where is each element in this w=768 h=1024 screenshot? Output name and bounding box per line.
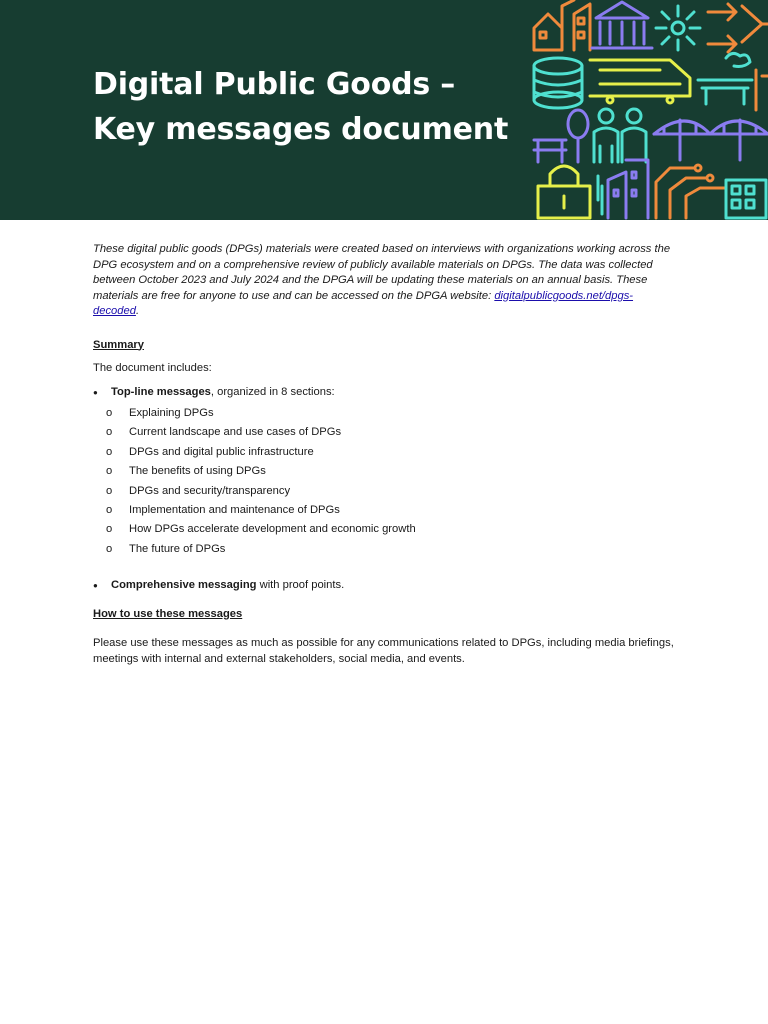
tree-icon	[568, 110, 588, 162]
list-item	[93, 578, 678, 594]
bullet-1-rest: , organized in 8 sections:	[210, 385, 335, 398]
sections-list	[111, 404, 678, 559]
list-item: o The benefits of using DPGs	[111, 462, 678, 481]
header-banner	[0, 0, 768, 220]
list-item: o Explaining DPGs	[111, 404, 678, 423]
intro-text: These digital public goods (DPGs) materials were created based on interviews with organizations working across the DPG ecosystem and on a comprehensive review of publicly available materials on DPGs. The data was collected between October 2023 and July 2024 and the DPGA will be updating these materials on an annual basis. These materials are free for anyone to use and can be accessed on the DPGA website:	[93, 243, 671, 302]
usage-heading: How to use these messages	[93, 607, 243, 620]
people-icon	[594, 109, 646, 162]
bus-icon	[726, 180, 766, 218]
title-line-2: Key messages document	[93, 112, 509, 147]
bullet-2-bold: Comprehensive messaging	[111, 579, 257, 592]
database-icon	[534, 58, 582, 108]
intro-trailing: .	[135, 305, 140, 317]
circuit-icon	[656, 165, 726, 218]
list-item: o Current landscape and use cases of DPGs	[111, 423, 678, 442]
intro-paragraph	[93, 242, 678, 320]
train-icon	[590, 60, 690, 103]
bullet-2-rest: with proof points.	[256, 579, 345, 592]
summary-list	[93, 385, 678, 594]
bullet-1-bold: Top-line messages	[111, 385, 211, 398]
summary-lead: The document includes:	[93, 362, 212, 374]
dpga-link[interactable]: digitalpublicgoods.net/dpgs-decoded	[93, 289, 634, 317]
header-illustration	[530, 0, 768, 220]
building-icon	[592, 2, 652, 48]
bench-icon	[698, 53, 752, 104]
lock-icon	[538, 166, 590, 218]
arrows-icon	[708, 4, 768, 52]
firework-icon	[656, 6, 700, 50]
document-title	[93, 62, 533, 152]
houses-icon	[534, 0, 590, 50]
list-item: o The future of DPGs	[111, 540, 678, 559]
list-item: o DPGs and security/transparency	[111, 482, 678, 501]
document-body	[93, 242, 678, 667]
title-line-1: Digital Public Goods –	[93, 67, 456, 102]
usage-paragraph: Please use these messages as much as possible for any communications related to DPGs, including media briefings, meetings with internal and external stakeholders, social media, and events.	[93, 637, 674, 665]
city-buildings-icon	[608, 160, 648, 218]
list-item	[93, 385, 678, 560]
bridge-icon	[654, 120, 768, 160]
summary-heading: Summary	[93, 338, 144, 351]
list-item: o Implementation and maintenance of DPGs	[111, 501, 678, 520]
list-item: o DPGs and digital public infrastructure	[111, 443, 678, 462]
list-item: o How DPGs accelerate development and economic growth	[111, 520, 678, 539]
